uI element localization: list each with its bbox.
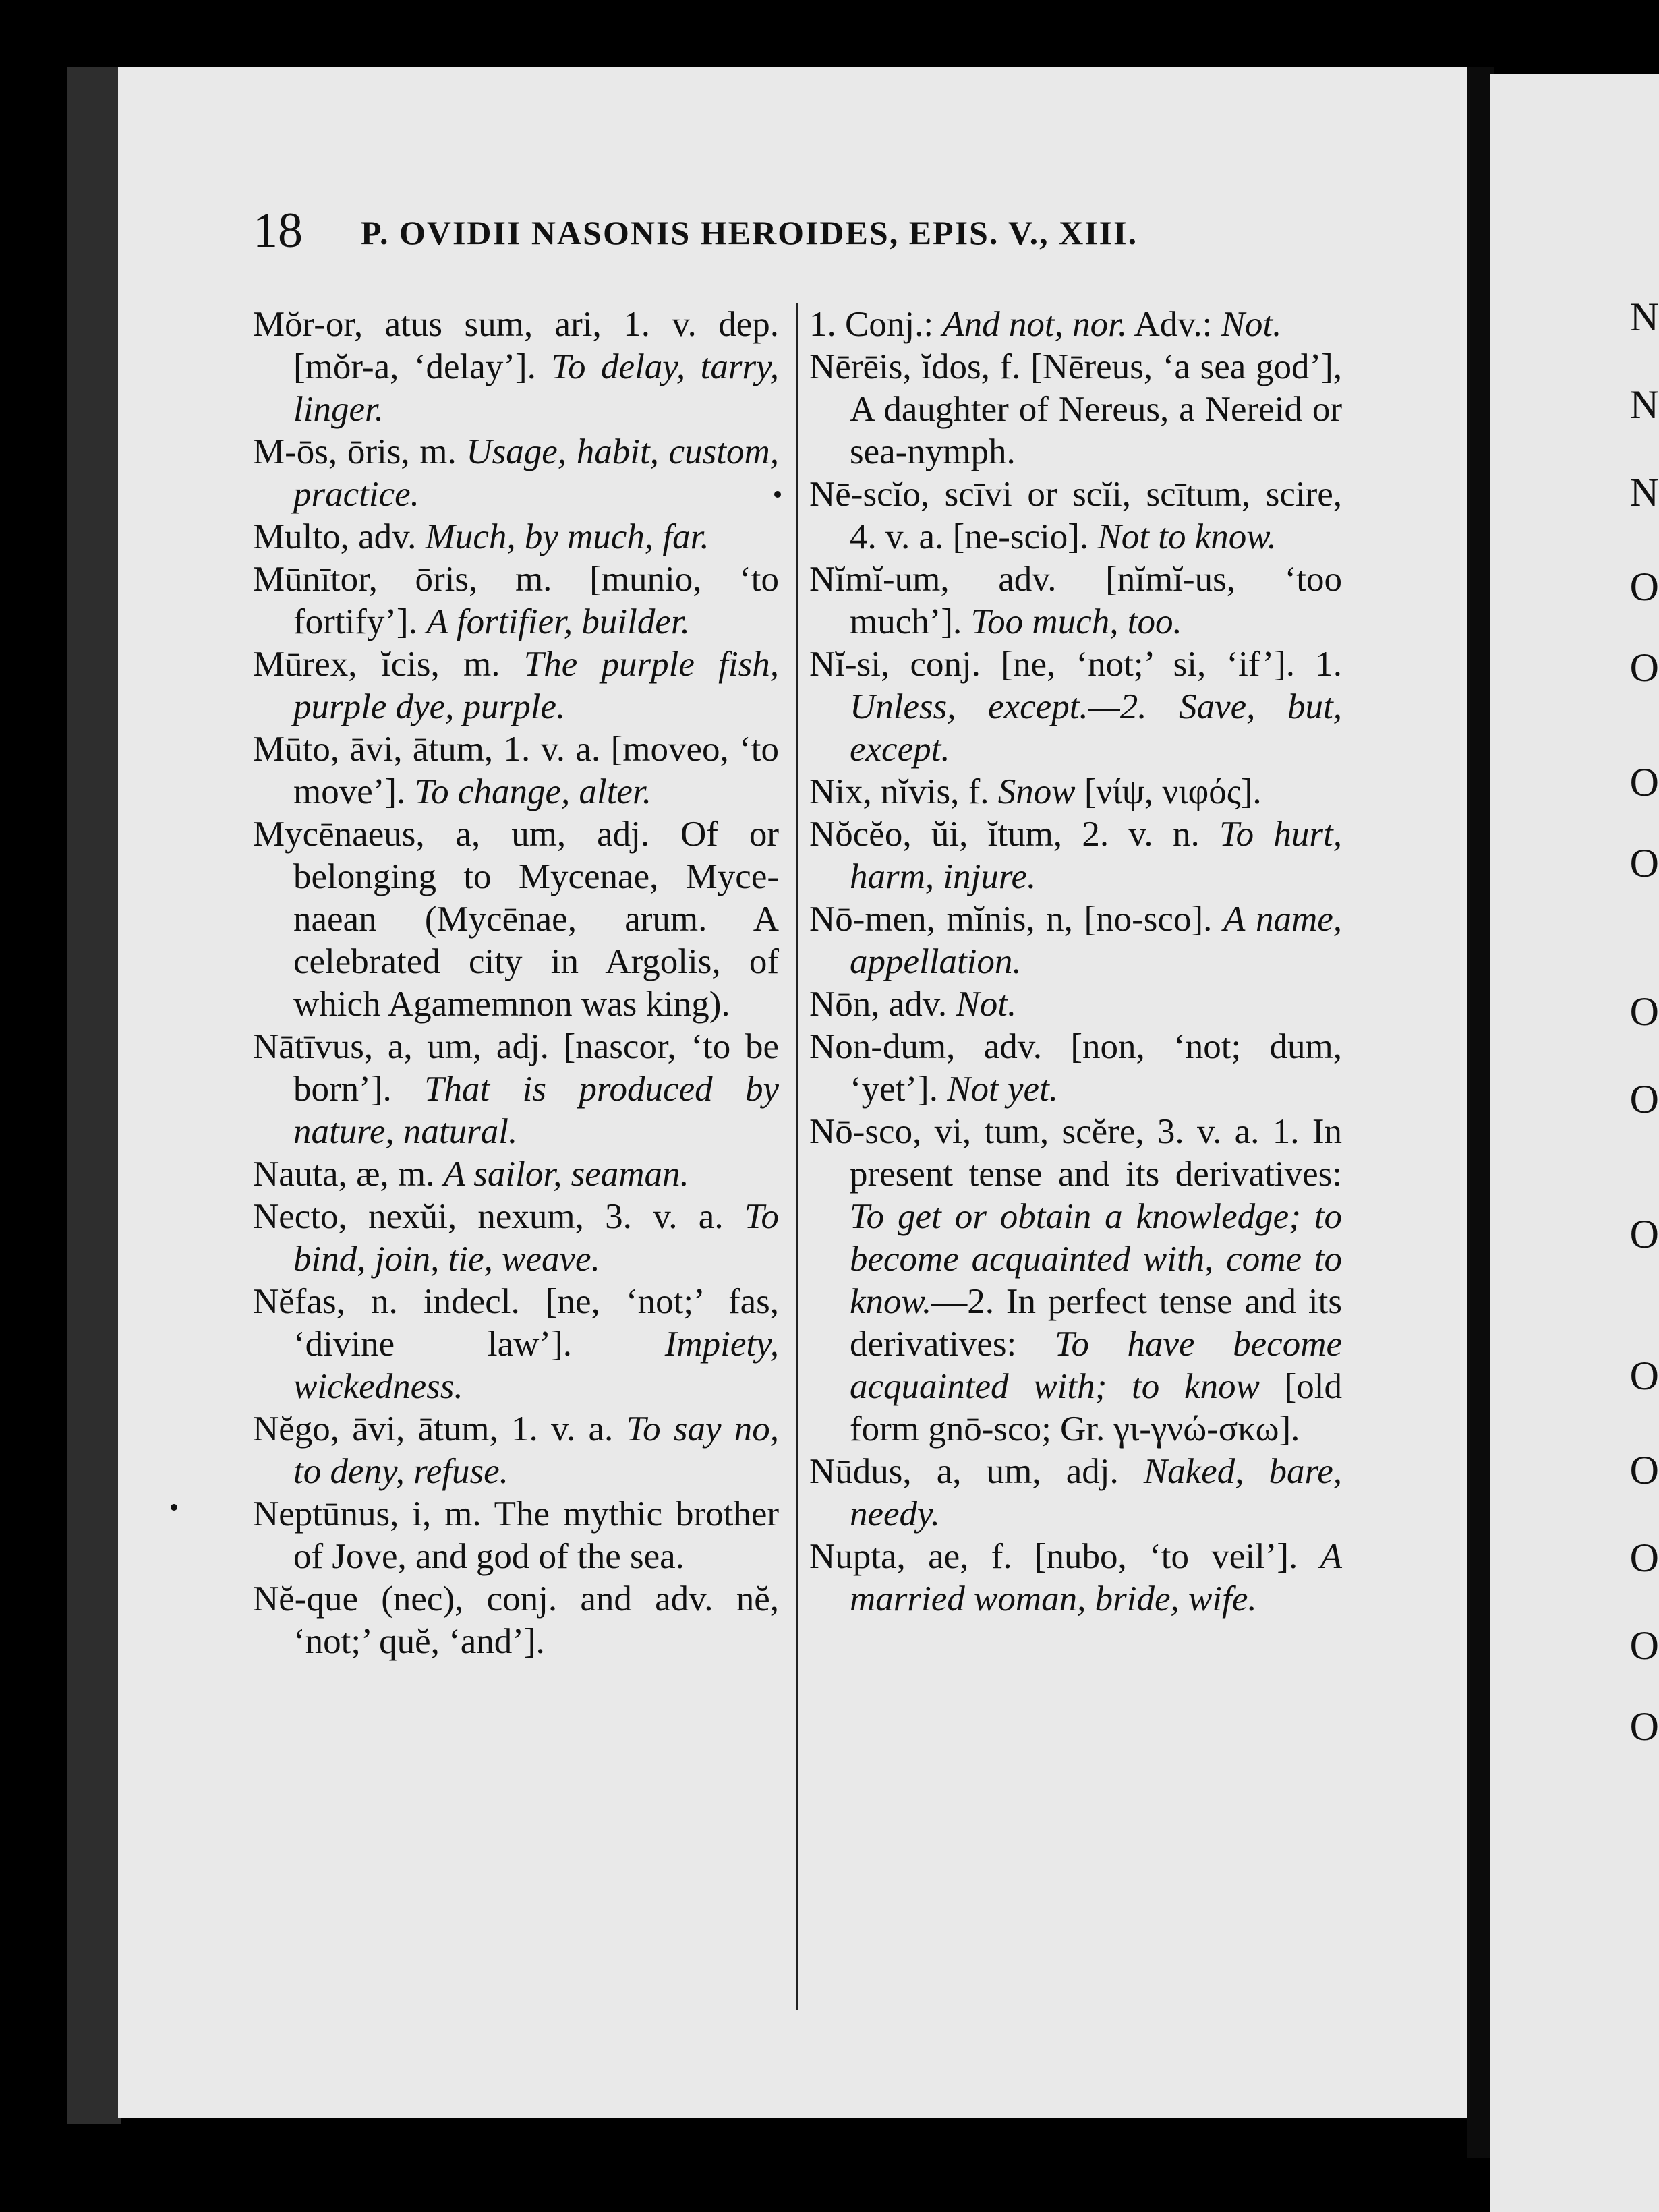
glossary-entry	[809, 983, 1342, 1026]
entry-headword: Multo,	[253, 517, 349, 556]
glossary-entry	[809, 1451, 1342, 1536]
facing-page-letter: O	[1629, 1704, 1659, 1749]
gutter-shadow	[1467, 67, 1494, 2158]
entry-grammar: nexŭi, nexum, 3. v. a.	[347, 1197, 745, 1236]
facing-page-letter: O	[1629, 1077, 1659, 1122]
facing-page-letter: O	[1629, 1623, 1659, 1668]
glossary-entry	[253, 1493, 779, 1578]
entry-headword: Nupta,	[809, 1537, 906, 1576]
entry-grammar: ōris, m.	[337, 432, 467, 471]
entry-grammar: āvi, ātum, 1. v. a.	[339, 1409, 627, 1449]
entry-definition: Too much, too.	[970, 602, 1182, 641]
glossary-entry	[253, 303, 779, 431]
entry-headword: Mŏr-or,	[253, 305, 363, 344]
entry-definition: To delay, tarry, linger.	[293, 347, 779, 429]
facing-page-letter: O	[1629, 564, 1659, 609]
entry-grammar: [old form gnō-sco; Gr. γι-γνώ-σκω].	[850, 1367, 1342, 1449]
facing-page-letter: O	[1629, 1354, 1659, 1398]
entry-headword: Nĕgo,	[253, 1409, 340, 1449]
glossary-column-right	[809, 303, 1342, 1621]
book-binding-edge	[67, 67, 121, 2124]
entry-grammar: nĭvis, f.	[871, 772, 998, 811]
entry-headword: Nātīvus,	[253, 1027, 374, 1066]
glossary-column-left	[253, 303, 779, 1663]
entry-definition: The purple fish, purple dye, purple.	[293, 645, 779, 726]
entry-grammar: adv. [nĭmĭ-us, ‘too much’].	[850, 560, 1342, 641]
glossary-entry	[253, 1196, 779, 1281]
entry-definition: Usage, habit, custom, practice.	[293, 432, 779, 514]
entry-grammar: ŭi, ĭtum, 2. v. n.	[911, 815, 1219, 854]
entry-headword: Nauta,	[253, 1155, 347, 1194]
glossary-entry	[253, 1153, 779, 1196]
entry-headword: Nūdus,	[809, 1452, 912, 1491]
entry-definition: To get or obtain a knowledge; to become acquainted with, come to know.	[850, 1197, 1342, 1321]
entry-grammar: adv.	[349, 517, 426, 556]
entry-grammar: Adv.:	[1127, 305, 1221, 344]
entry-grammar: a, um, adj. Of or belonging to Mycenae, Myce-naean (Mycēnae, arum. A celebrated city in Argolis, of which Agamemnon was king).	[293, 815, 779, 1024]
entry-definition: And not, nor.	[942, 305, 1128, 344]
entry-definition: Not to know.	[1097, 517, 1277, 556]
entry-definition: To bind, join, tie, weave.	[293, 1197, 779, 1279]
entry-definition: To change, alter.	[414, 772, 651, 811]
entry-grammar: n. indecl. [ne, ‘not;’ fas, ‘divine law’].	[293, 1282, 779, 1364]
glossary-entry	[809, 1111, 1342, 1451]
glossary-entry	[809, 1026, 1342, 1111]
facing-page-letter: N	[1629, 470, 1659, 515]
entry-headword: Nērēis,	[809, 347, 912, 386]
entry-definition: Impiety, wickedness.	[293, 1325, 779, 1406]
facing-page-letter: O	[1629, 645, 1659, 690]
entry-definition: To have become acquainted with; to know	[850, 1325, 1342, 1406]
margin-dot	[774, 491, 781, 498]
entry-definition: A sailor, seaman.	[443, 1155, 689, 1194]
facing-page	[1490, 74, 1659, 2212]
entry-grammar: ōris, m. [munio, ‘to fortify’].	[293, 560, 779, 641]
entry-grammar: ae, f. [nubo, ‘to veil’].	[905, 1537, 1320, 1576]
entry-definition: Not.	[1221, 305, 1282, 344]
facing-page-letter: O	[1629, 1448, 1659, 1492]
entry-grammar: ĭdos, f. [Nēreus, ‘a sea god’], A daughter of Nereus, a Nereid or sea-nymph.	[850, 347, 1342, 471]
entry-headword: Nix,	[809, 772, 872, 811]
column-divider	[796, 303, 798, 2010]
entry-definition: Not yet.	[947, 1070, 1059, 1109]
entry-definition: Not.	[956, 985, 1017, 1024]
entry-grammar: scīvi or scĭi, scītum, scire, 4. v. a. [ne-scio].	[850, 475, 1342, 556]
entry-headword: Nĕ-que	[253, 1579, 358, 1619]
entry-headword: Mūto,	[253, 730, 340, 769]
glossary-entry	[253, 1026, 779, 1153]
facing-page-letter: O	[1629, 989, 1659, 1034]
entry-grammar: —2. In perfect tense and its derivatives:	[850, 1282, 1342, 1364]
facing-page-letter: N	[1629, 382, 1659, 427]
entry-definition: To hurt, harm, injure.	[850, 815, 1342, 896]
entry-grammar: 1. Conj.:	[809, 305, 943, 344]
entry-grammar: a, um, adj.	[911, 1452, 1144, 1491]
entry-headword: Nĭmĭ-um,	[809, 560, 950, 599]
glossary-entry	[253, 1578, 779, 1663]
entry-headword: Nē-scĭo,	[809, 475, 930, 514]
entry-headword: Neptūnus,	[253, 1494, 399, 1534]
page-header	[253, 202, 1264, 256]
entry-definition: A married woman, bride, wife.	[850, 1537, 1342, 1619]
glossary-entry	[253, 558, 779, 643]
entry-headword: M-ōs,	[253, 432, 338, 471]
entry-definition: Snow	[997, 772, 1076, 811]
entry-grammar: æ, m.	[347, 1155, 444, 1194]
glossary-entry	[253, 1281, 779, 1408]
facing-page-letter: N	[1629, 295, 1659, 339]
facing-page-letter: O	[1629, 1212, 1659, 1256]
glossary-entry	[809, 1536, 1342, 1621]
entry-headword: Nō-sco,	[809, 1112, 922, 1151]
glossary-entry	[809, 558, 1342, 643]
entry-grammar: ĭcis, m.	[357, 645, 524, 684]
entry-definition: Naked, bare, needy.	[850, 1452, 1342, 1534]
entry-definition: To say no, to deny, refuse.	[293, 1409, 779, 1491]
entry-headword: Non-dum,	[809, 1027, 956, 1066]
facing-page-letter: O	[1629, 1536, 1659, 1580]
entry-grammar: adv. [non, ‘not; dum, ‘yet’].	[850, 1027, 1342, 1109]
entry-grammar: atus sum, ari, 1. v. dep. [mŏr-a, ‘delay’].	[293, 305, 779, 386]
running-title: P. OVIDII NASONIS HEROIDES, EPIS. V., XIII.	[361, 214, 1138, 252]
entry-headword: Nĭ-si,	[809, 645, 890, 684]
entry-definition: Much, by much, far.	[425, 517, 709, 556]
entry-headword: Nō-men,	[809, 900, 935, 939]
entry-grammar: [νίψ, νιφός].	[1075, 772, 1262, 811]
entry-definition: A fortifier, builder.	[426, 602, 690, 641]
entry-grammar: a, um, adj. [nascor, ‘to be born’].	[293, 1027, 779, 1109]
entry-definition: That is produced by nature, natural.	[293, 1070, 779, 1151]
entry-headword: Mūrex,	[253, 645, 357, 684]
entry-grammar: mĭnis, n, [no-sco].	[935, 900, 1223, 939]
entry-grammar: (nec), conj. and adv. nĕ, ‘not;’ quĕ, ‘and’].	[293, 1579, 779, 1661]
facing-page-letter: O	[1629, 760, 1659, 805]
glossary-entry	[809, 303, 1342, 346]
entry-grammar: vi, tum, scĕre, 3. v. a. 1. In present tense and its derivatives:	[850, 1112, 1342, 1194]
entry-grammar: conj. [ne, ‘not;’ si, ‘if’]. 1.	[890, 645, 1342, 684]
glossary-entry	[253, 516, 779, 558]
glossary-entry	[253, 1408, 779, 1493]
entry-grammar: adv.	[879, 985, 956, 1024]
entry-headword: Mūnītor,	[253, 560, 378, 599]
glossary-entry	[809, 898, 1342, 983]
page-number: 18	[253, 203, 303, 258]
facing-page-letter: O	[1629, 841, 1659, 885]
glossary-entry	[809, 813, 1342, 898]
entry-grammar: i, m. The mythic brother of Jove, and god of the sea.	[293, 1494, 779, 1576]
entry-definition: Unless, except.—2. Save, but, except.	[850, 687, 1342, 769]
glossary-entry	[809, 643, 1342, 771]
entry-headword: Nĕfas,	[253, 1282, 345, 1321]
margin-dot	[171, 1504, 177, 1511]
glossary-entry	[809, 473, 1342, 558]
glossary-entry	[253, 643, 779, 728]
entry-headword: Nōn,	[809, 985, 880, 1024]
glossary-entry	[253, 813, 779, 1026]
entry-headword: Nŏcĕo,	[809, 815, 912, 854]
entry-grammar: āvi, ātum, 1. v. a. [moveo, ‘to move’].	[293, 730, 779, 811]
glossary-entry	[253, 728, 779, 813]
glossary-entry	[809, 771, 1342, 813]
glossary-entry	[253, 431, 779, 516]
entry-definition: A name, appellation.	[850, 900, 1342, 981]
entry-headword: Necto,	[253, 1197, 347, 1236]
glossary-entry	[809, 346, 1342, 473]
entry-headword: Mycēnaeus,	[253, 815, 425, 854]
